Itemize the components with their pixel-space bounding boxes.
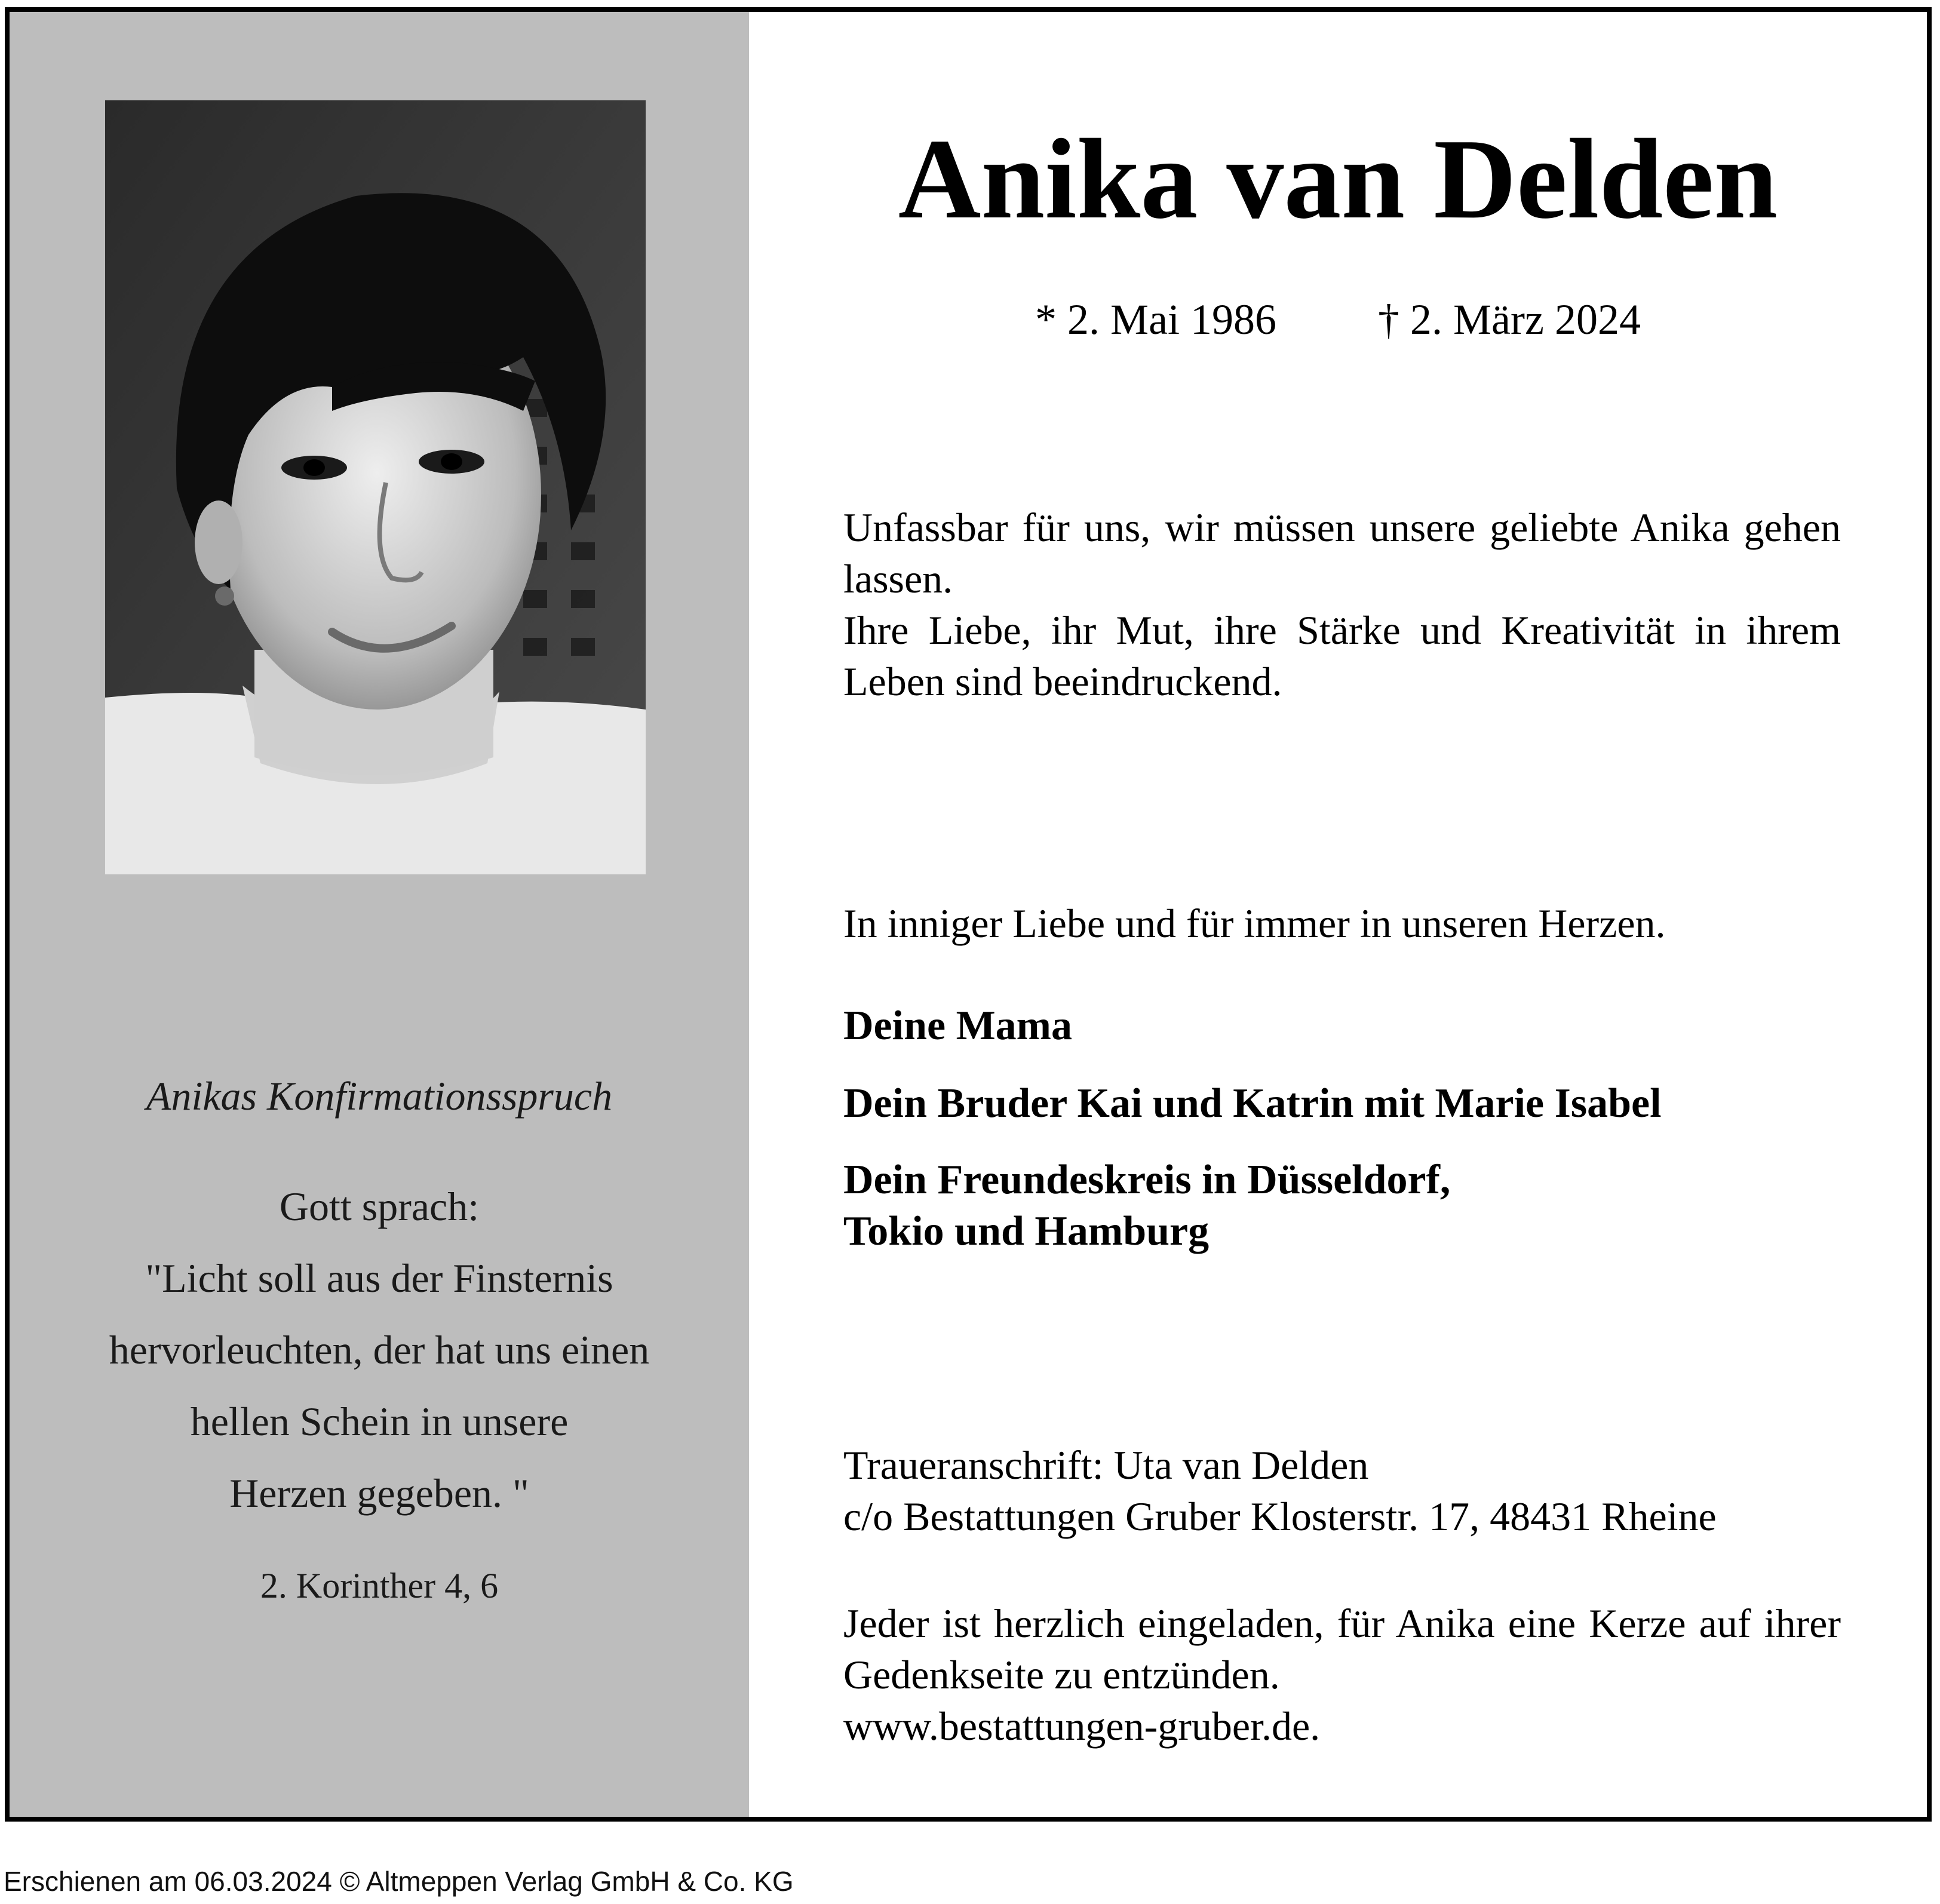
- intro-text-1: Unfassbar für uns, wir müssen unsere geliebte Anika gehen lassen.: [843, 505, 1841, 601]
- signature-mother: Deine Mama: [843, 1003, 1072, 1049]
- verse-line: Gott sprach:: [279, 1184, 480, 1229]
- signature-friends: [843, 1154, 1841, 1257]
- signature-friends-line: Tokio und Hamburg: [843, 1208, 1210, 1254]
- address-line: c/o Bestattungen Gruber Klosterstr. 17, 48431 Rheine: [843, 1494, 1717, 1539]
- verse-text: [10, 1171, 749, 1529]
- intro-paragraph: [843, 502, 1841, 707]
- verse-line: "Licht soll aus der Finsternis: [145, 1255, 613, 1301]
- address-line: Traueranschrift: Uta van Delden: [843, 1442, 1369, 1488]
- memorial-website-link[interactable]: www.bestattungen-gruber.de.: [843, 1703, 1321, 1749]
- invitation-text: Jeder ist herzlich eingeladen, für Anika eine Kerze auf ihrer Gedenkseite zu entzünden.: [843, 1601, 1841, 1697]
- intro-text-2: Ihre Liebe, ihr Mut, ihre Stärke und Kreativität in ihrem Leben sind beeindruckend.: [843, 607, 1841, 704]
- verse-line: Herzen gegeben. ": [229, 1470, 529, 1516]
- candle-invitation: [843, 1598, 1841, 1752]
- love-line: In inniger Liebe und für immer in unseren Herzen.: [843, 901, 1666, 946]
- signature-friends-line: Dein Freundeskreis in Düsseldorf,: [843, 1157, 1451, 1203]
- portrait-illustration: [105, 100, 646, 874]
- signature-brother: Dein Bruder Kai und Katrin mit Marie Isabel: [843, 1080, 1662, 1126]
- publication-footer: Erschienen am 06.03.2024 © Altmeppen Verlag GmbH & Co. KG: [4, 1866, 794, 1897]
- life-dates: [749, 293, 1927, 346]
- deceased-name: Anika van Delden: [898, 115, 1778, 242]
- mourning-address: [843, 1439, 1841, 1542]
- birth-date: * 2. Mai 1986: [1035, 296, 1277, 343]
- verse-line: hellen Schein in unsere: [190, 1399, 569, 1444]
- obituary-notice: [5, 7, 1932, 1822]
- verse-heading: Anikas Konfirmationsspruch: [146, 1073, 613, 1119]
- verse-reference: 2. Korinther 4, 6: [260, 1566, 499, 1605]
- left-panel: [10, 12, 749, 1817]
- verse-line: hervorleuchten, der hat uns einen: [109, 1327, 650, 1372]
- death-date: † 2. März 2024: [1378, 296, 1641, 343]
- portrait-photo: [105, 100, 646, 874]
